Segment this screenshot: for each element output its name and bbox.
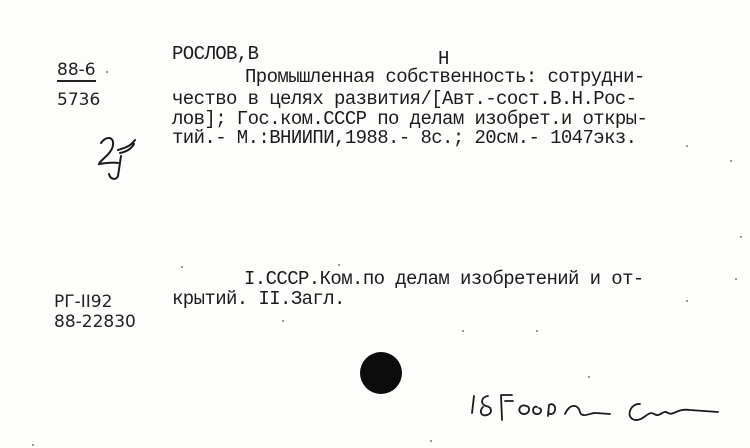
call-number-line-1: 88-6 [57,60,96,80]
speck [735,278,737,280]
heading-mark: Н [438,48,449,70]
description-line-2: чество в целях развития/[Авт.-сост.В.Н.Рос- [172,88,637,110]
description-line-4: тий.- М.:ВНИИПИ,1988.- 8с.; 20см.- 1047экз. [172,127,637,149]
left-handwritten-mark [99,138,135,179]
author-heading: РОСЛОВ,В [172,43,259,65]
speck [282,320,284,322]
speck [588,376,590,378]
tracings-line-1: I.СССР.Ком.по делам изобретений и от- [244,268,644,290]
registration-number-1: РГ-II92 [54,292,113,312]
speck [181,266,183,268]
speck [338,264,340,266]
description-line-1: Промышленная собственность: сотрудни- [245,66,645,88]
call-number-line-2: 5736 [57,90,101,110]
speck [730,160,732,162]
speck [686,300,688,302]
tracings-line-2: крытий. II.Загл. [172,288,345,310]
signature-mark [472,395,718,420]
speck [536,330,538,332]
registration-number-2: 88-22830 [54,312,136,332]
speck [430,440,432,442]
speck [462,330,464,332]
speck [106,71,108,73]
description-line-3: лов]; Гос.ком.СССР по делам изобрет.и откры- [172,108,648,130]
speck [32,444,34,446]
speck [686,145,688,147]
speck [740,236,742,238]
